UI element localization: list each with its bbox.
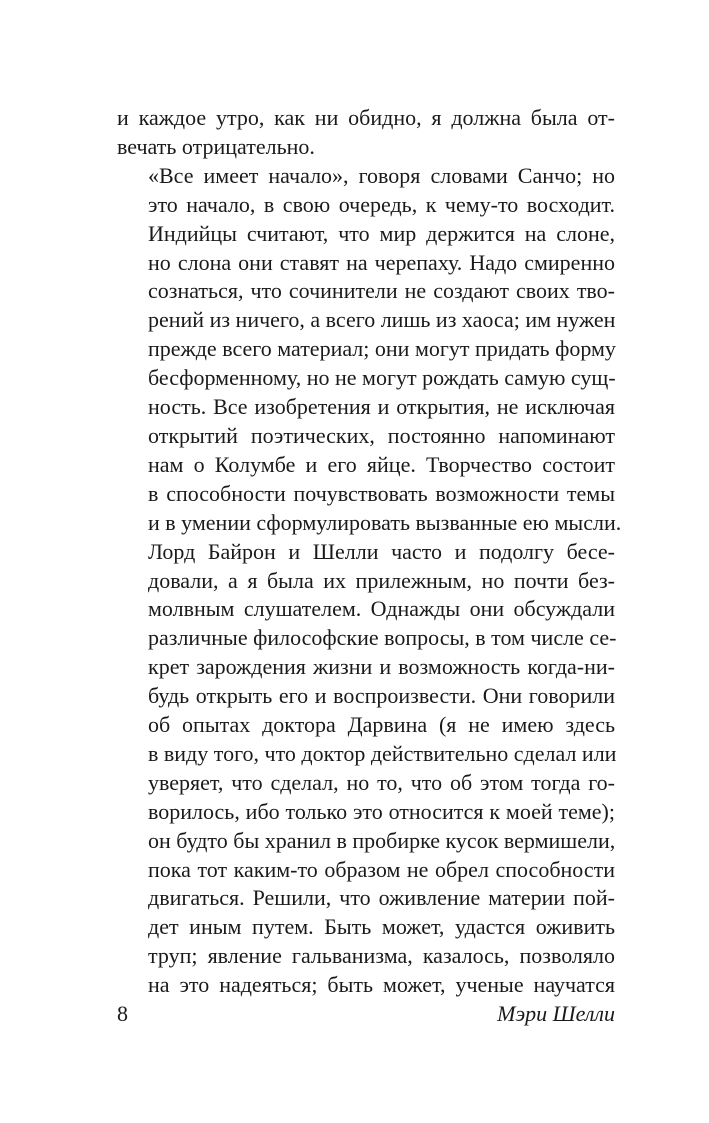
text-line: это начало, в свою очередь, к чему-то восходит. (148, 191, 615, 217)
text-line: рений из ничего, а всего лишь из хаоса; им нужен (148, 307, 616, 333)
text-line: молвным слушателем. Однажды они обсуждали (148, 596, 615, 622)
text-line: прежде всего материал; они могут придать форму (148, 336, 616, 362)
text-line: пока тот каким-то образом не обрел способности (148, 856, 615, 882)
text-line: труп; явление гальванизма, казалось, позволяло (148, 943, 615, 969)
paragraph-3 (117, 538, 615, 1001)
text-line: будь открыть его и воспроизвести. Они говорили (148, 683, 615, 709)
page-footer (117, 1001, 615, 1031)
paragraph-1 (117, 104, 615, 162)
text-line: дет иным путем. Быть может, удастся оживить (148, 914, 615, 940)
text-line: крет зарождения жизни и возможность когда-ни- (148, 654, 615, 680)
text-line: бесформенному, но не могут рождать самую сущ- (148, 365, 616, 391)
text-line: ворилось, ибо только это относится к моей теме); (148, 798, 615, 824)
text-line: на это надеяться; быть может, ученые научатся (148, 972, 615, 998)
text-line: в виду того, что доктор действительно сделал или (148, 740, 617, 766)
page-number: 8 (117, 1001, 128, 1026)
text-line: вечать отрицательно. (117, 133, 315, 159)
text-line: и каждое утро, как ни обидно, я должна была от- (117, 105, 615, 130)
text-line: в способности почувствовать возможности темы (148, 480, 615, 506)
text-line: сознаться, что сочинители не создают своих тво- (148, 278, 615, 304)
text-line: довали, а я была их прилежным, но почти без- (148, 567, 615, 593)
text-line: двигаться. Решили, что оживление материи пой- (148, 885, 615, 911)
text-line: открытий поэтических, постоянно напоминают (148, 422, 615, 448)
text-line: но слона они ставят на черепаху. Надо смиренно (148, 249, 615, 275)
text-line: об опытах доктора Дарвина (я не имею здесь (148, 712, 615, 738)
text-line: нам о Колумбе и его яйце. Творчество состоит (148, 451, 615, 477)
paragraph-2 (117, 162, 622, 538)
text-line: Лорд Байрон и Шелли часто и подолгу бесе- (148, 538, 615, 564)
text-line: различные философские вопросы, в том числе се- (148, 625, 617, 651)
text-line: уверяет, что сделал, но то, что об этом тогда го- (148, 769, 615, 795)
book-page-body (117, 104, 622, 1000)
text-line: он будто бы хранил в пробирке кусок вермишели, (148, 827, 616, 853)
text-line: «Все имеет начало», говоря словами Санчо; но (148, 162, 615, 188)
text-line: и в умении сформулировать вызванные ею мысли. (148, 509, 622, 535)
text-line: ность. Все изобретения и открытия, не исключая (148, 394, 615, 420)
running-head-author: Мэри Шелли (497, 1001, 615, 1026)
text-line: Индийцы считают, что мир держится на слоне, (148, 220, 615, 246)
